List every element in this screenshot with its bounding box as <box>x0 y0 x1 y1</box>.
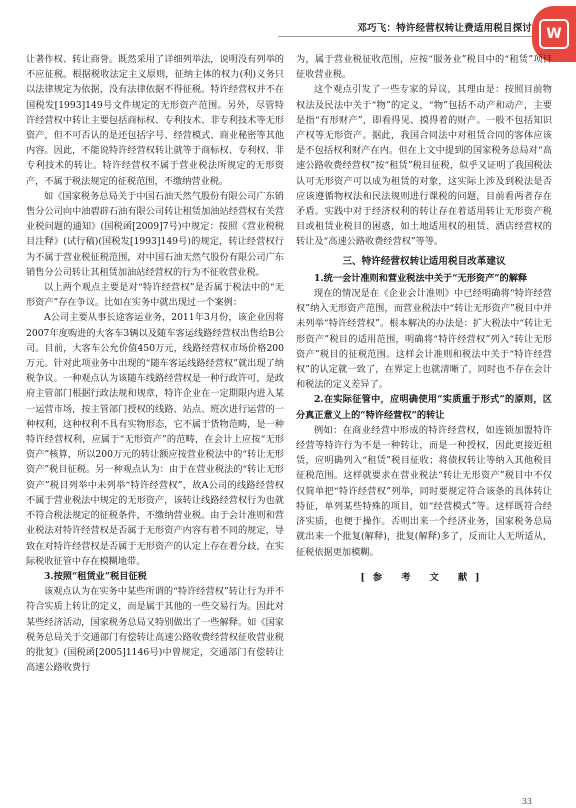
paragraph: 例如：在商业经营中形成的特许经营权，如连锁加盟特许经营等特许行为不是一种转让，而是一种授权，因此更接近租赁，应明确列入“租赁”税目征收；将债权转让等纳入其他税目征税范围。这样就要求在营业税法“转让无形资产”税目中不仅仅简单把“特许经营权”列举，同时要规定符合该条的具体转让特征，单列某些特殊的项目，如“经营模式”等。这样既符合经济实质，也便于操作。否则出来一个经济业务，国家税务总局就出来一个批复(解释)，批复(解释)多了，反而让人无所适从，征税依据更加模糊。 <box>296 424 552 558</box>
journal-logo-icon: W <box>539 19 569 49</box>
left-column <box>26 52 284 675</box>
paragraph: 这个观点引发了一些专家的异议，其理由是：按照目前物权法及民法中关于“物”的定义，“物”包括不动产和动产，主要是指“有形财产”，即看得见、摸得着的财产。一般不包括知识产权等无形资产。据此，我国合同法中对租赁合同的客体应该是不包括权利财产在内。但在上文中提到的国家税务总局对“高速公路收费经营权”按“租赁”税目征税，似乎又证明了我国税法认可无形资产可以成为租赁的对象，这实际上涉及到税法是否应该遵循物权法和民法规则进行课税的问题，目前看两者存在矛盾。实践中对于经济权利的转让存在着适用转让无形资产税目或租赁业税目的困惑，如土地适用权的租赁、酒店经营权的转让及“高速公路收费经营权”等等。 <box>296 84 552 248</box>
right-column <box>296 52 552 585</box>
running-title: 邓巧飞：特许经营权转让费适用税目探讨 <box>357 23 532 34</box>
page-number: 33 <box>521 797 532 806</box>
paragraph: 以上两个观点主要是对“特许经营权”是否属于税法中的“无形资产”存在争议。比如在实务中就出现过一个案例： <box>26 282 284 309</box>
paragraph: A公司主要从事长途客运业务，2011年3月份，该企业因将2007年度购进的大客车3辆以及随车客运线路经营权出售给B公司。目前，大客车公允价值450万元，线路经营权市场价格200万元。针对此项业务中出现的“随车客运线路经营权”就出现了纳税争议。一种观点认为该随车线路经营权是一种行政许可，是政府主管部门根据行政法规和规章，特许企业在一定期限内进入某一运营市场，按主管部门授权的线路、站点、班次进行运营的一种权利，这种权利不具有实物形态，它不属于货物范畴，是一种特许经营权利，应属于“无形资产”的范畴，在会计上应按“无形资产”核算，所以200万元的转让额应按营业税法中的“转让无形资产”税目征税。另一种观点认为：由于在营业税法的“转让无形资产”税目列举中未列举“特许经营权”，故A公司的线路经营权不属于营业税法中规定的无形资产，该转让线路经营权行为也就不符合税法规定的征税条件，不缴纳营业税。由于会计准则和营业税法对特许经营权是否属于无形资产内容有着不同的规定，导致在对特许经营权是否属于无形资产的认定上存在着分歧，在实际税收征管中存在模糊地带。 <box>26 312 284 567</box>
paragraph: 如《国家税务总局关于中国石油天然气股份有限公司广东销售分公司向中油碧辟石油有限公司转让租赁加油站经营权有关营业税问题的通知》(国税函[2009]7号)中规定：按照《营业税税目注释》(试行稿)(国税发[1993]149号)的规定，转让经营权行为不属于营业税征税范围，对中国石油天然气股份有限公司广东销售分公司转让其租赁加油站经营权的行为不征收营业税。 <box>26 190 284 278</box>
paragraph: 现在的情况是在《企业会计准则》中已经明确将“特许经营权”纳入无形资产范围，而营业税法中“转让无形资产”税目中并未列举“特许经营权”。根本解决的办法是：扩大税法中“转让无形资产”税目的适用范围，明确将“特许经营权”列入“转让无形资产”税目的征税范围。这样会计准则和税法中关于“特许经营权”的认定就一致了，在界定上也就清晰了，同时也不存在会计和税法的定义差异了。 <box>296 288 552 391</box>
subheading: 1.统一会计准则和营业税法中关于“无形资产”的解释 <box>314 272 528 284</box>
paragraph: 让著作权、转让商誉。既然采用了详细列举法，说明没有列举的不应征税。根据税收法定主义原则，征纳主体的权力(利)义务只以法律规定为依据，没有法律依据不得征税。特许经营权并不在国税发[1993]149号文件规定的无形资产范围。另外，尽管特许经营权中转让主要包括商标权、专利技术、非专利技术等无形资产，但不可否认的是还包括字号、经营模式、商业秘密等其他内容。因此，不能说特许经营权转让就等于商标权、专利权、非专利技术的转让。特许经营权不属于营业税法所规定的无形资产，不属于税法规定的征税范围，不缴纳营业税。 <box>26 54 284 187</box>
paragraph: 为，属于营业税征收范围，应按“服务业”税目中的“租赁”项目征收营业税。 <box>296 54 552 81</box>
subheading: 2.在实际征管中，应明确使用“实质重于形式”的原则，区分真正意义上的“特许经营权”的转让 <box>296 394 552 421</box>
subheading: 3.按照“租赁业”税目征税 <box>44 570 147 582</box>
page-header <box>0 0 576 44</box>
section-heading: 三、特许经营权转让适用税目改革建议 <box>342 255 506 267</box>
header-rule <box>278 36 536 37</box>
references-heading: [参 考 文 献] <box>360 571 488 583</box>
paragraph: 该观点认为在实务中某些所谓的“特许经营权”转让行为并不符合实质上转让的定义，而是属于其他的一些交易行为。因此对某些经济活动，国家税务总局又特别做出了一些解释。如《国家税务总局关于交通部门有偿转让高速公路收费经营权征收营业税的批复》(国税函[2005]1146号)中曾规定，交通部门有偿转让高速公路收费行 <box>26 586 284 674</box>
